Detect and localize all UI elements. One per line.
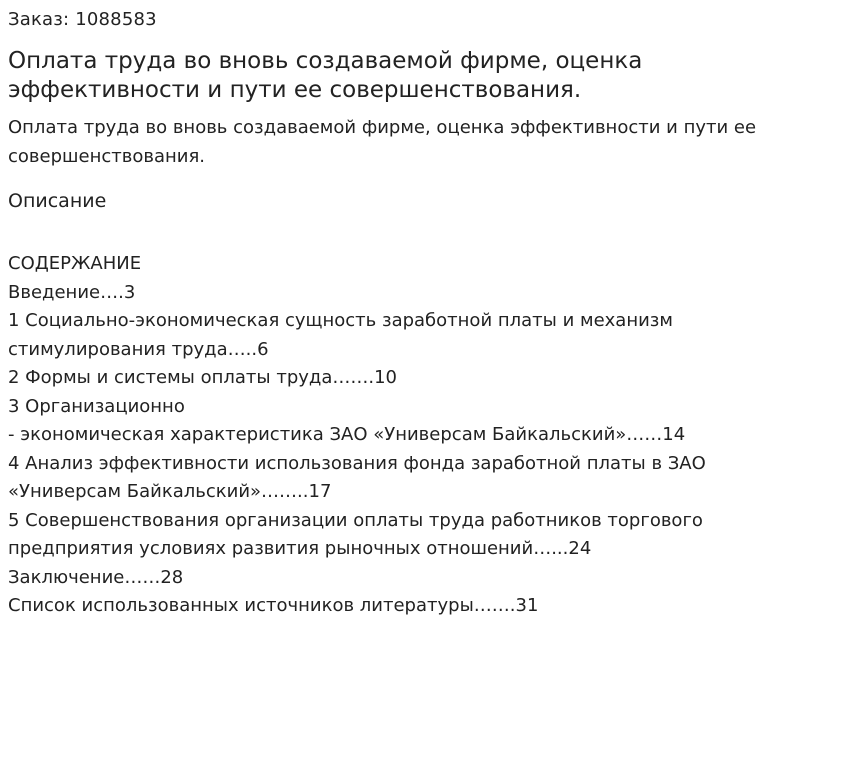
toc-line: Введение….3 [8, 281, 136, 303]
subtitle-line: совершенствования. [8, 146, 205, 167]
table-of-contents [8, 250, 828, 621]
toc-line: 3 Организационно [8, 395, 185, 417]
subtitle-line: Оплата труда во вновь создаваемой фирме, оценка эффективности и пути ее [8, 117, 757, 138]
toc-heading: СОДЕРЖАНИЕ [8, 253, 142, 274]
toc-line: предприятия условиях развития рыночных отношений…...24 [8, 538, 592, 559]
toc-line: 5 Совершенствования организации оплаты труда работников торгового [8, 509, 703, 531]
order-number: Заказ: 1088583 [8, 9, 157, 30]
toc-line: 1 Социально-экономическая сущность заработной платы и механизм [8, 310, 673, 331]
subtitle [8, 113, 828, 171]
toc-line: Список использованных источников литературы…….31 [8, 595, 539, 616]
toc-line: стимулирования труда…..6 [8, 338, 269, 360]
toc-line: «Универсам Байкальский»……..17 [8, 481, 332, 502]
toc-line: 2 Формы и системы оплаты труда…….10 [8, 367, 398, 388]
page-title: Оплата труда во вновь создаваемой фирме, оценка эффективности и пути ее совершенствования. [8, 48, 643, 103]
toc-line: - экономическая характеристика ЗАО «Универсам Байкальский»……14 [8, 424, 686, 445]
description-label: Описание [8, 190, 107, 212]
toc-line: Заключение……28 [8, 566, 184, 588]
document-page [8, 8, 828, 621]
toc-line: 4 Анализ эффективности использования фонда заработной платы в ЗАО [8, 452, 706, 474]
